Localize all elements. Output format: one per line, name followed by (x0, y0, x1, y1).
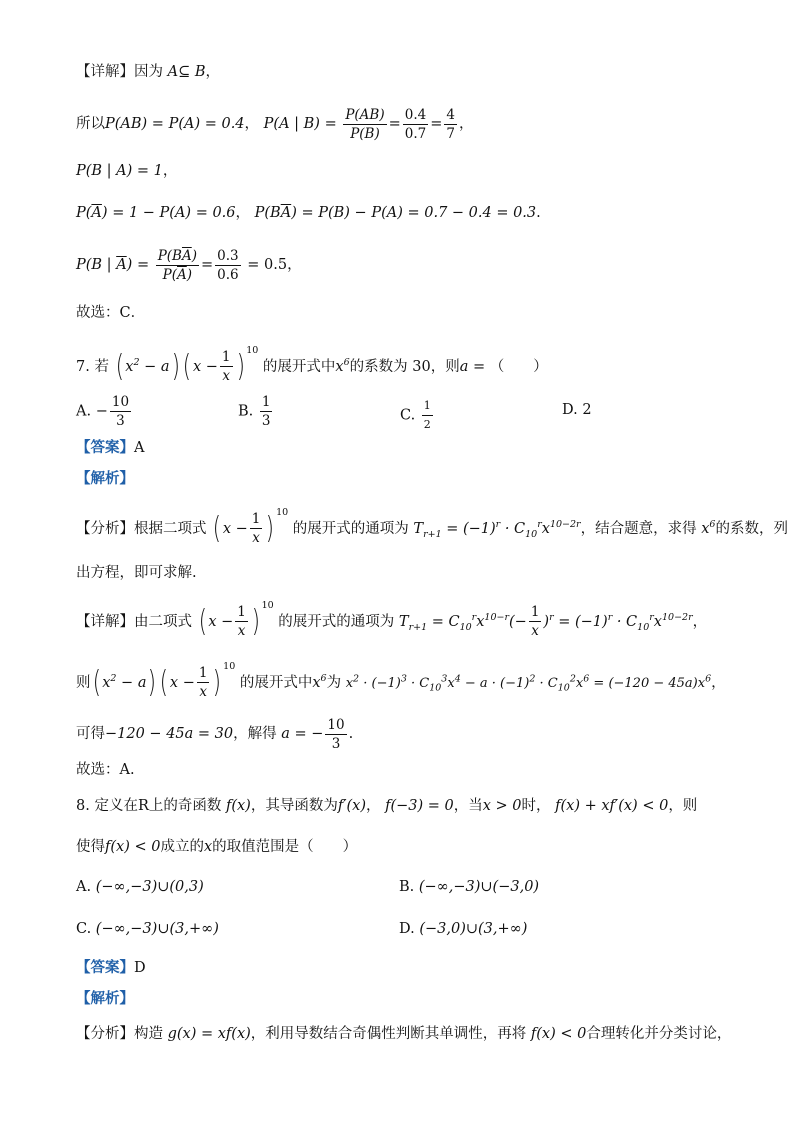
option-value: (−∞,−3)∪(−3,0) (418, 879, 540, 895)
option-letter: C. (400, 407, 416, 424)
text: 根据二项式 (134, 520, 207, 537)
option-value: (−3,0)∪(3,+∞) (419, 921, 528, 937)
punct: ， (205, 64, 220, 80)
punct: ， (244, 116, 260, 132)
q8-option-c (76, 921, 219, 937)
numerator: 10 (111, 394, 130, 410)
q8-analysis: 【分析】构造 g(x) = xf(x)，利用导数结合奇偶性判断其单调性，再将 f(x) < 0合理转化并分类讨论， (76, 1026, 732, 1042)
denominator: 7 (446, 125, 456, 142)
text: ，其导函数为 (250, 798, 338, 814)
sign: − (95, 403, 108, 420)
text: 所以 (76, 116, 105, 132)
fraction (215, 248, 240, 283)
text: 由二项式 (134, 613, 192, 630)
analysis-tag: 【分析】 (76, 520, 134, 537)
q7-option-d (562, 402, 592, 418)
math-pba-bar: = P(B) − P(A) = 0.7 − 0.4 = 0.3 (301, 205, 537, 221)
denominator: P(B) (350, 125, 380, 142)
answer-value: D (134, 960, 146, 976)
option-value: (−∞,−3)∪(0,3) (95, 879, 204, 895)
numerator: 0.3 (217, 247, 239, 264)
math-a: a = (459, 358, 486, 375)
math-pbga: P(B | A) = 1 (76, 163, 163, 179)
q8-answer (76, 958, 734, 978)
numerator: 0.4 (404, 106, 427, 123)
q8-stem-line1: 8. 定义在R上的奇函数 f(x)，其导函数为f′(x)， f(−3) = 0，当x > 0时， f(x) + xf′(x) < 0，则 (76, 798, 698, 814)
text: ，则 (668, 798, 698, 814)
q7-option-b (238, 394, 274, 429)
text: 8. 定义在 (76, 798, 138, 814)
text: 的取值范围是（ ） (212, 839, 358, 855)
text: 的展开式中 (262, 358, 336, 375)
text: ，利用导数结合奇偶性判断其单调性，再将 (250, 1026, 527, 1042)
text: 可得 (76, 726, 105, 742)
option-letter: A. (76, 879, 92, 895)
q7-option-c (400, 398, 435, 433)
q7-analysis-line1: 【分析】根据二项式 ( x − $\frac{1}{x}$ ) $^{10}$ 的展开式的通项为 $T_{r+1} = (-1)^r \cdot C_{10}^rx^{10-2r}$，结合题意，求得 $x^6$的系数，列 (76, 507, 788, 547)
numerator: 1 (261, 394, 271, 410)
q8-option-d (399, 921, 527, 937)
blank: （ ） (489, 358, 548, 375)
text: 的系数为 30，则 (349, 358, 460, 375)
text: 的展开式中 (239, 674, 313, 691)
detail-tag: 【详解】 (76, 64, 134, 80)
text: 构造 (134, 1026, 163, 1042)
numerator: 4 (446, 106, 456, 123)
q7-detail-line2: 则( $x^2 - a$) ( x − $\frac{1}{x}$ ) $^{10}$ 的展开式中$x^6$为 $x^2 \cdot (-1)^3 \cdot C_{10}^3x^4 - a \cdot (-1)^2 \cdot C_{10}^2x^6 = (-120 - 45a)x^6$， (76, 661, 726, 701)
text: 的展开式的通项为 (278, 613, 395, 630)
q6-detail-line4: $P(\overline{A}) = 1 - P(A) = 0.6$， $P(B\overline{A}) = P(B) - P(A) = 0.7 - 0.4 = 0.3$. (76, 205, 541, 221)
text: 因为 (134, 64, 163, 80)
q8-option-a (76, 879, 204, 895)
denominator: 3 (261, 413, 271, 429)
question-number: 7. 若 (76, 358, 109, 375)
result: = 0.5 (247, 257, 288, 273)
option-letter: D. (562, 402, 578, 418)
fraction: $\frac{P(B\overline{A})}{P(\overline{A})}$ (157, 247, 198, 283)
jiexi-tag: 【解析】 (76, 470, 134, 487)
numerator: 1 (422, 398, 433, 416)
option-letter: D. (399, 921, 415, 937)
math-r: R (137, 798, 149, 814)
math-subset: A⊆ B (167, 64, 206, 80)
q8-stem-line2: 使得f(x) < 0成立的x的取值范围是（ ） (76, 839, 358, 855)
q6-choose: 故选：C． (76, 305, 146, 321)
analysis-tag: 【分析】 (76, 1026, 134, 1042)
text: 的系数，列 (715, 520, 788, 537)
answer-tag: 【答案】 (76, 959, 134, 976)
text: 上的奇函数 (148, 798, 222, 814)
math-pagb: P(A | B) = (263, 116, 337, 132)
fraction (444, 107, 457, 142)
q7-answer (76, 438, 734, 458)
q6-detail-line3: P(B | A) = 1， (76, 163, 178, 179)
fraction (403, 107, 428, 142)
text: 为 (326, 674, 342, 691)
option-letter: C. (76, 921, 92, 937)
q7-jiexi (76, 469, 734, 489)
q6-detail-line5: P(B | $\overline{A}$) = $\frac{P(B\overline{A})}{P(\overline{A})}$ = $\frac{0.3}{0.6}$ = 0.5， (76, 247, 302, 283)
q6-detail-line2: 所以P(AB) = P(A) = 0.4， P(A | B) = $\frac{P(AB)}{P(B)}$ = $\frac{0.4}{0.7}$ = $\frac{4}{7}$ ， (76, 106, 474, 142)
math-pab: P(AB) = P(A) = 0.4 (105, 116, 245, 132)
q8-jiexi (76, 989, 734, 1009)
answer-value: A (134, 440, 145, 456)
math-equation: −120 − 45a = 30 (105, 726, 234, 742)
denominator: 2 (423, 418, 431, 431)
text: ，当 (453, 798, 483, 814)
numerator: P(AB) (345, 106, 385, 123)
option-letter: B. (399, 879, 415, 895)
denominator: 0.6 (217, 266, 239, 283)
q8-option-b (399, 879, 539, 895)
text: 则 (76, 674, 91, 691)
text: 合理转化并分类讨论， (586, 1026, 732, 1042)
q7-analysis-line2: 出方程，即可求解. (76, 565, 197, 581)
option-value: 2 (582, 402, 592, 418)
detail-tag: 【详解】 (76, 613, 134, 630)
numerator-text: P(B (157, 247, 182, 264)
denominator-text: P( (162, 266, 178, 283)
text: 的展开式的通项为 (292, 520, 409, 537)
text: 成立的 (160, 839, 204, 855)
text: 时， (521, 798, 551, 814)
option-letter: B. (238, 403, 254, 420)
option-value: (−∞,−3)∪(3,+∞) (95, 921, 219, 937)
q7-detail-line3: 可得−120 − 45a = 30，解得 a = − $\frac{10}{3}$ . (76, 716, 354, 752)
q7-stem: 7. 若 ( $x^2 - a$) ( x − $\frac{1}{x}$ ) $^{10}$ 的展开式中$x^6$的系数为 30，则a = （ ） (76, 345, 548, 385)
q6-detail-line1 (76, 62, 734, 82)
answer-tag: 【答案】 (76, 439, 134, 456)
option-letter: A. (76, 403, 92, 420)
denominator: 0.7 (404, 125, 427, 142)
text: 使得 (76, 839, 105, 855)
denominator: 3 (116, 413, 125, 429)
q7-detail-line1: 【详解】由二项式 ( x − $\frac{1}{x}$ ) $^{10}$ 的展开式的通项为 $T_{r+1} = C_{10}^rx^{10-r}(-$ $\frac{1}{x}$ )$^r = (-1)^r \cdot C_{10}^rx^{10-2r}$， (76, 600, 708, 640)
jiexi-tag: 【解析】 (76, 990, 134, 1007)
math-pa-bar: = 1 − P(A) = 0.6 (112, 205, 236, 221)
punct: ， (366, 798, 381, 814)
q7-option-a (76, 394, 133, 429)
fraction (343, 107, 386, 142)
text: ，结合题意，求得 (580, 520, 697, 537)
text: ，解得 (233, 726, 277, 742)
q7-choose: 故选：A. (76, 762, 135, 778)
